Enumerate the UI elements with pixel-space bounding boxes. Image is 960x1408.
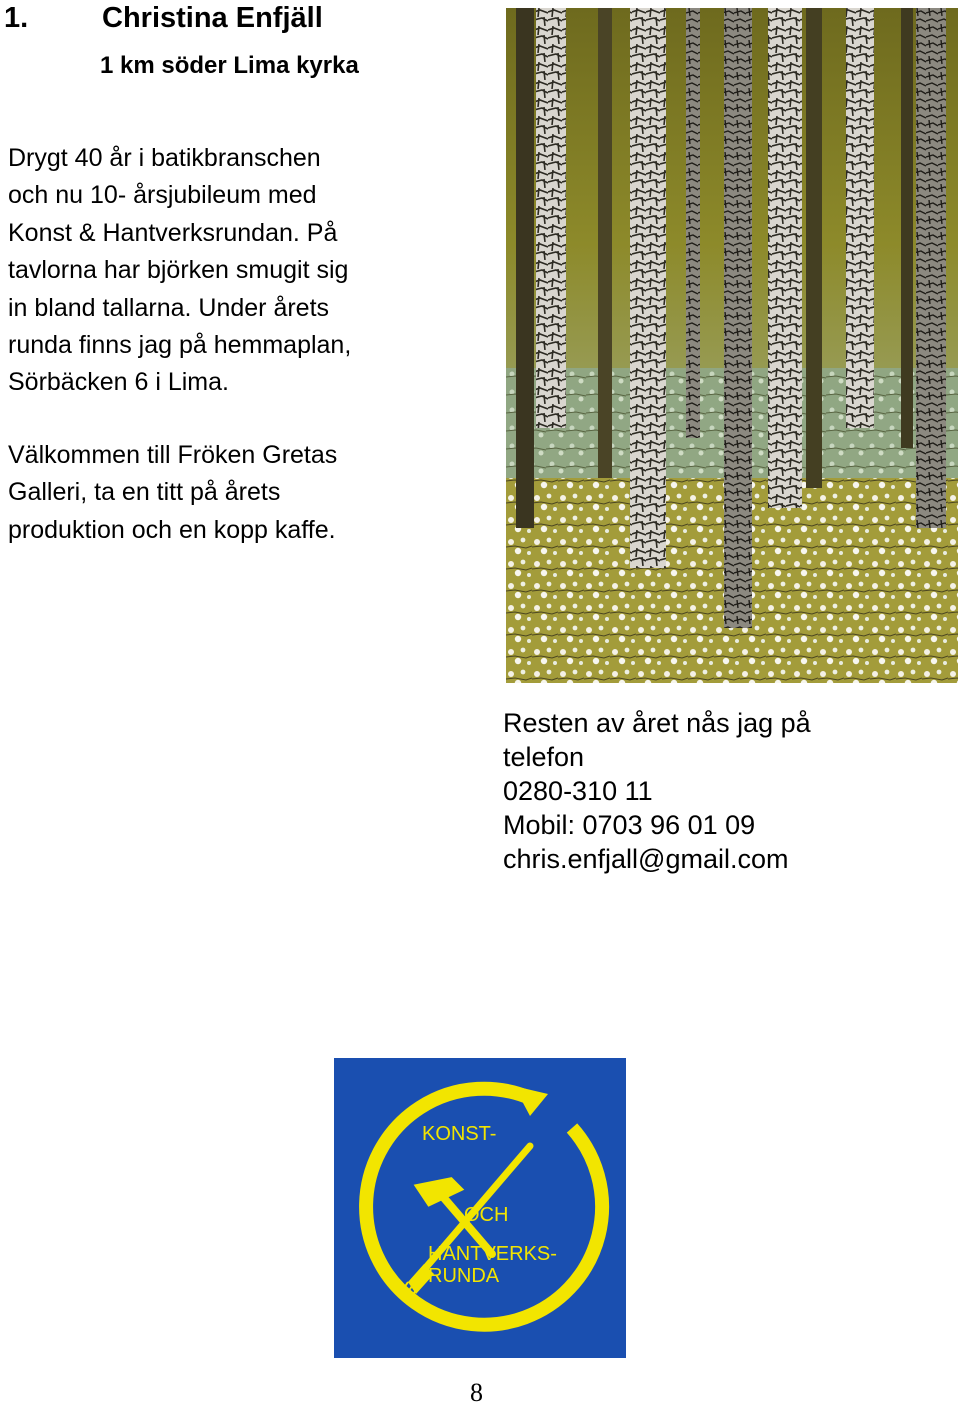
welcome-line: Galleri, ta en titt på årets [8, 478, 281, 507]
logo-text-runda: RUNDA [428, 1265, 500, 1287]
artist-location: 1 km söder Lima kyrka [100, 52, 359, 79]
intro-line: tavlorna har björken smugit sig [8, 256, 349, 285]
intro-line: Sörbäcken 6 i Lima. [8, 368, 229, 397]
intro-line: och nu 10- årsjubileum med [8, 181, 317, 210]
welcome-line: Välkommen till Fröken Gretas [8, 441, 338, 469]
contact-block [503, 706, 811, 876]
logo-text-och: OCH [464, 1204, 509, 1226]
entry-number: 1. [4, 2, 29, 34]
forest-painting-image [506, 8, 958, 683]
welcome-paragraph [8, 437, 478, 549]
intro-line: Drygt 40 år i batikbranschen [8, 144, 321, 172]
email-address: chris.enfjall@gmail.com [503, 844, 789, 874]
page-number: 8 [470, 1378, 483, 1407]
contact-line: telefon [503, 742, 585, 772]
mobile-number: Mobil: 0703 96 01 09 [503, 810, 756, 840]
intro-paragraph [8, 140, 478, 402]
phone-number: 0280-310 11 [503, 776, 653, 806]
konst-hantverksrunda-logo [334, 1058, 626, 1358]
logo-text-konst: KONST- [422, 1123, 497, 1145]
welcome-line: produktion och en kopp kaffe. [8, 515, 336, 544]
intro-line: Konst & Hantverksrundan. På [8, 218, 338, 247]
intro-line: runda finns jag på hemmaplan, [8, 331, 352, 360]
contact-line: Resten av året nås jag på [503, 708, 811, 738]
artist-name: Christina Enfjäll [102, 2, 323, 34]
intro-line: in bland tallarna. Under årets [8, 293, 330, 322]
logo-text-hantverks: HANTVERKS- [428, 1243, 557, 1265]
